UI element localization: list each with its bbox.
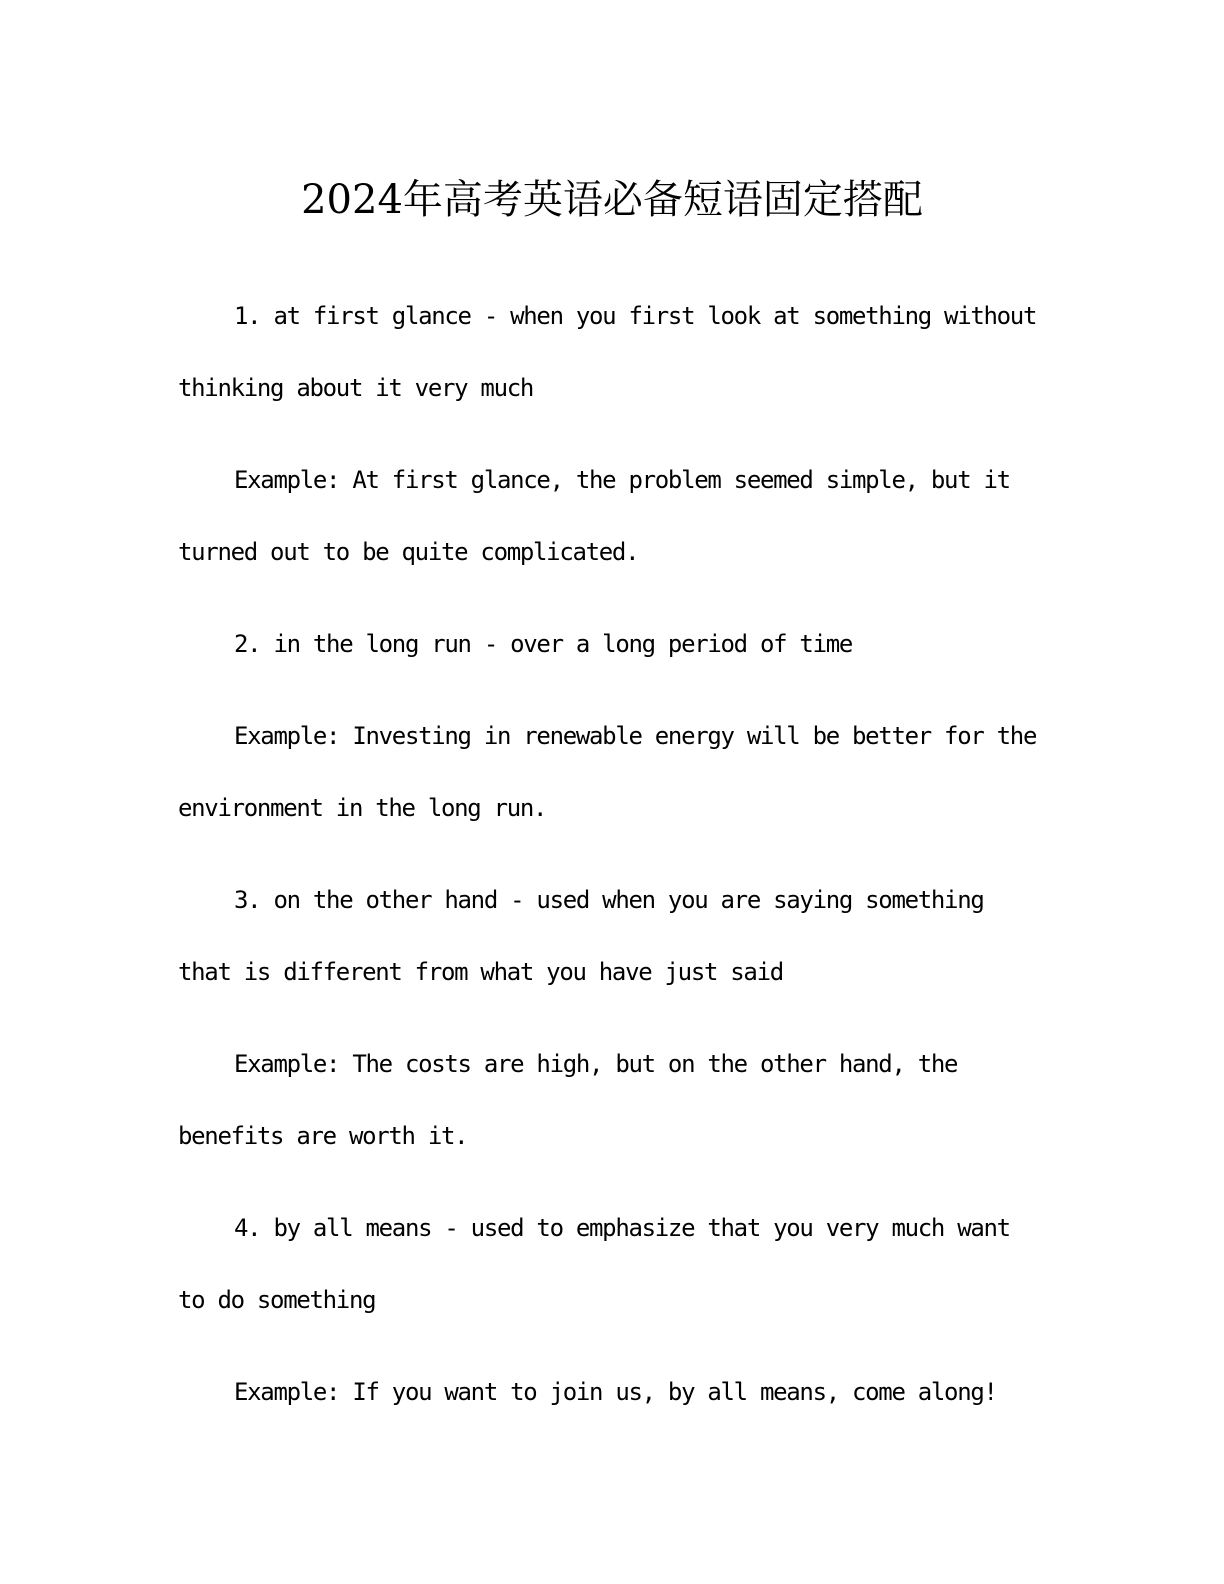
document-title: 2024年高考英语必备短语固定搭配 — [301, 177, 923, 223]
document-body — [178, 280, 1048, 1448]
phrase-definition-4: 4. by all means - used to emphasize that you very much want to do something — [178, 1214, 1010, 1314]
phrase-example-2: Example: Investing in renewable energy will be better for the environment in the long run. — [178, 722, 1037, 822]
phrase-definition-2: 2. in the long run - over a long period of time — [234, 630, 853, 658]
phrase-example-4: Example: If you want to join us, by all means, come along! — [234, 1378, 997, 1406]
phrase-definition-3: 3. on the other hand - used when you are saying something that is different from what you have just said — [178, 886, 984, 986]
phrase-example-3: Example: The costs are high, but on the other hand, the benefits are worth it. — [178, 1050, 958, 1150]
phrase-example-1: Example: At first glance, the problem seemed simple, but it turned out to be quite complicated. — [178, 466, 1010, 566]
phrase-definition-1: 1. at first glance - when you first look at something without thinking about it very much — [178, 302, 1037, 402]
